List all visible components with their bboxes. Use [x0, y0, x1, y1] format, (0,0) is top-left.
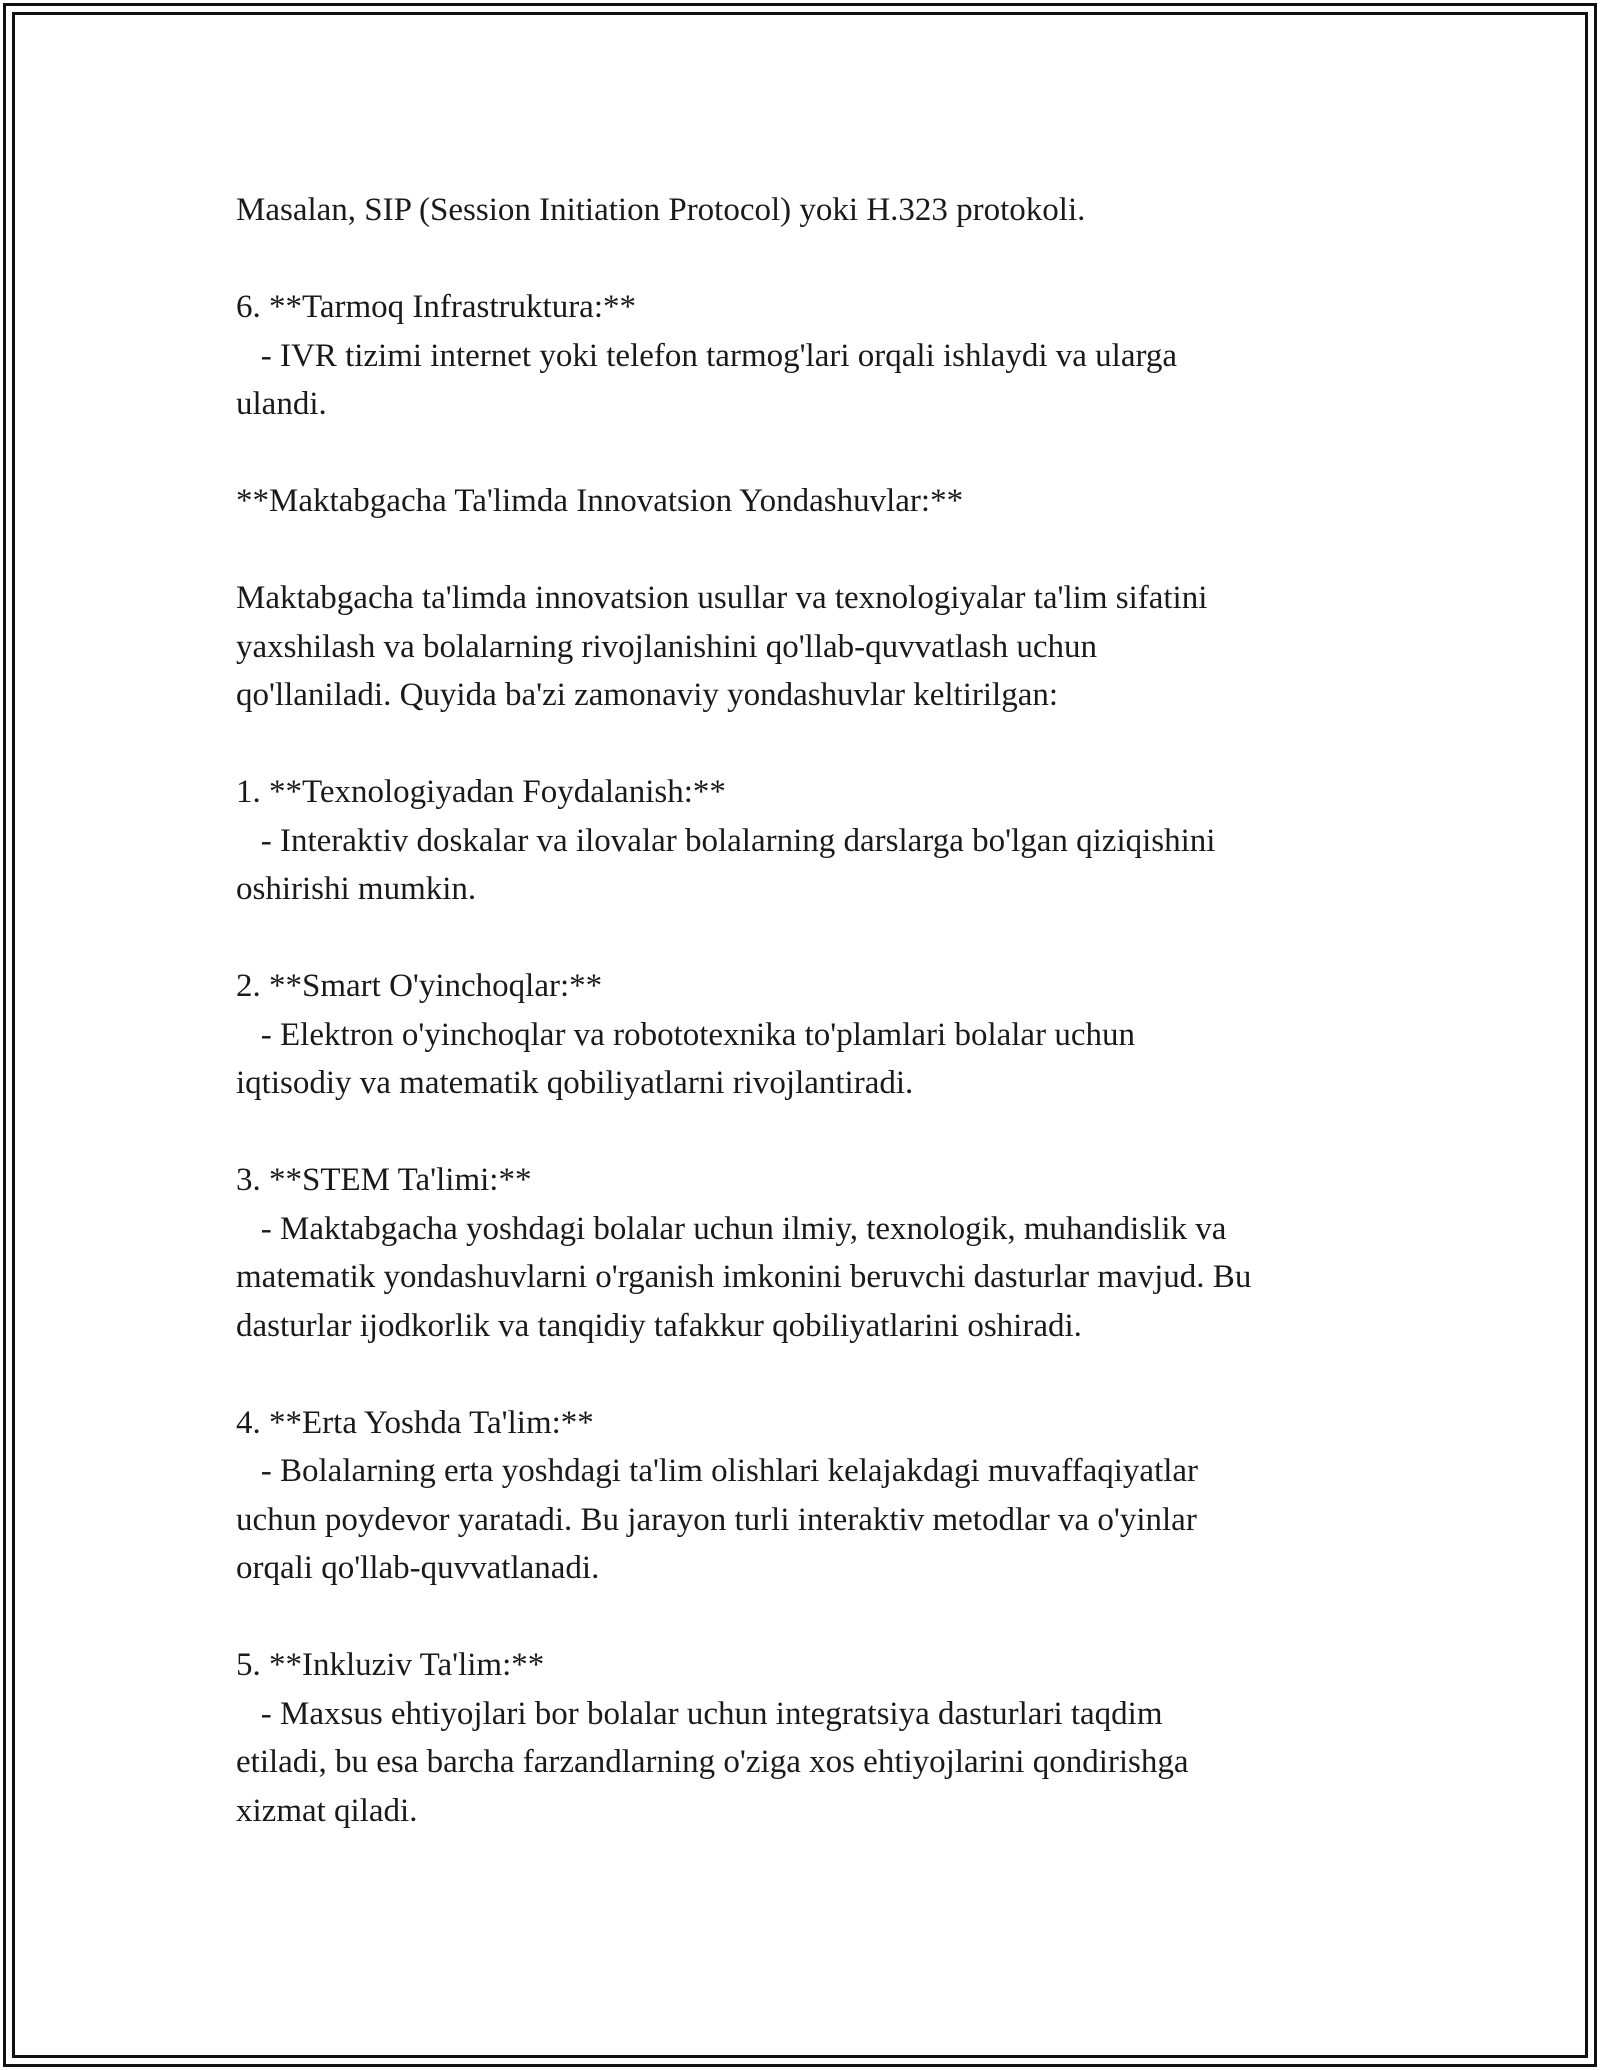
text-line: yaxshilash va bolalarning rivojlanishini qo'llab-quvvatlash uchun — [236, 628, 1098, 665]
blank-line — [236, 1108, 1386, 1157]
blank-line — [236, 429, 1386, 478]
text-line: iqtisodiy va matematik qobiliyatlarni rivojlantiradi. — [236, 1065, 914, 1101]
blank-line — [236, 235, 1386, 284]
section-heading: 6. **Tarmoq Infrastruktura:** — [236, 289, 636, 325]
blank-line — [236, 1593, 1386, 1642]
text-line: orqali qo'llab-quvvatlanadi. — [236, 1550, 600, 1586]
text-line: - Interaktiv doskalar va ilovalar bolalarning darslarga bo'lgan qiziqishini — [236, 822, 1216, 859]
text-line: matematik yondashuvlarni o'rganish imkonini beruvchi dasturlar mavjud. Bu — [236, 1259, 1252, 1295]
section-heading: 5. **Inkluziv Ta'lim:** — [236, 1647, 545, 1683]
blank-line — [236, 914, 1386, 963]
text-line: ulandi. — [236, 386, 327, 422]
text-line: xizmat qiladi. — [236, 1792, 418, 1829]
text-line: - IVR tizimi internet yoki telefon tarmog'lari orqali ishlaydi va ularga — [236, 337, 1177, 374]
text-line: - Bolalarning erta yoshdagi ta'lim olishlari kelajakdagi muvaffaqiyatlar — [236, 1453, 1199, 1489]
section-heading: 4. **Erta Yoshda Ta'lim:** — [236, 1404, 594, 1441]
text-line: dasturlar ijodkorlik va tanqidiy tafakkur qobiliyatlarini oshiradi. — [236, 1307, 1082, 1344]
text-line: - Maxsus ehtiyojlari bor bolalar uchun integratsiya dasturlari taqdim — [236, 1695, 1163, 1732]
text-line: uchun poydevor yaratadi. Bu jarayon turli interaktiv metodlar va o'yinlar — [236, 1501, 1197, 1538]
section-heading: 2. **Smart O'yinchoqlar:** — [236, 968, 603, 1004]
text-line: - Elektron o'yinchoqlar va robototexnika to'plamlari bolalar uchun — [236, 1016, 1135, 1053]
text-line: qo'llaniladi. Quyida ba'zi zamonaviy yondashuvlar keltirilgan: — [236, 677, 1059, 713]
text-line: Maktabgacha ta'limda innovatsion usullar va texnologiyalar ta'lim sifatini — [236, 580, 1208, 616]
document-body — [236, 186, 1386, 1835]
text-line: - Maktabgacha yoshdagi bolalar uchun ilmiy, texnologik, muhandislik va — [236, 1210, 1227, 1247]
blank-line — [236, 720, 1386, 769]
blank-line — [236, 1350, 1386, 1399]
blank-line — [236, 526, 1386, 575]
section-heading: **Maktabgacha Ta'limda Innovatsion Yondashuvlar:** — [236, 483, 964, 519]
section-heading: 1. **Texnologiyadan Foydalanish:** — [236, 774, 726, 810]
text-line: oshirishi mumkin. — [236, 871, 477, 907]
text-line: Masalan, SIP (Session Initiation Protocol) yoki H.323 protokoli. — [236, 192, 1086, 228]
section-heading: 3. **STEM Ta'limi:** — [236, 1162, 532, 1198]
text-line: etiladi, bu esa barcha farzandlarning o'ziga xos ehtiyojlarini qondirishga — [236, 1744, 1189, 1780]
